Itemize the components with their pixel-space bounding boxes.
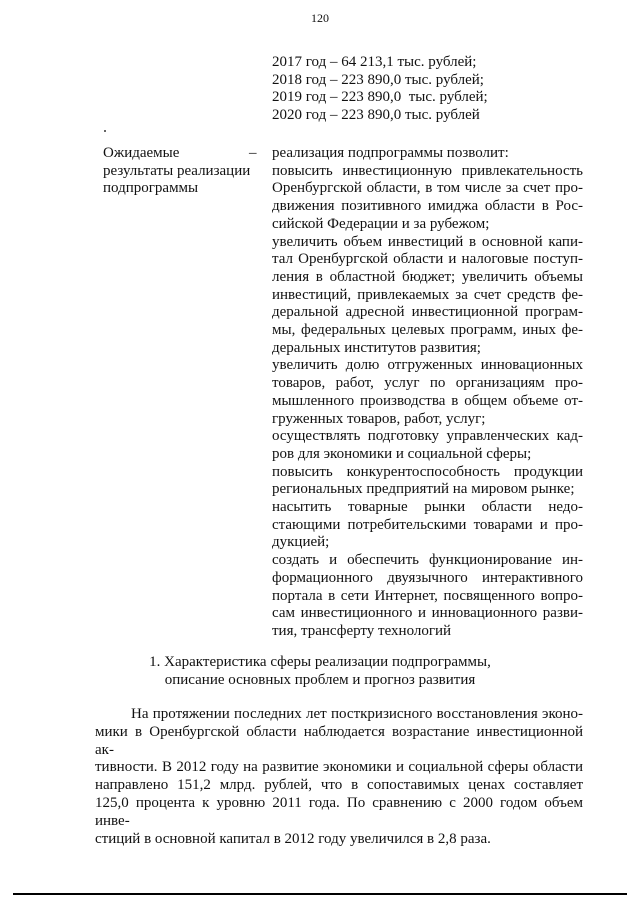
results-line: региональных предприятий на мировом рынке; bbox=[272, 481, 575, 498]
funding-line-2020: 2020 год – 223 890,0 тыс. рублей bbox=[272, 107, 480, 124]
results-line: дукцией; bbox=[272, 534, 330, 551]
results-line: мышленного производства в общем объеме от- bbox=[272, 392, 583, 409]
results-line: деральной адресной инвестиционной програм- bbox=[272, 304, 583, 321]
results-line: тия, трансферту технологий bbox=[272, 622, 452, 639]
results-line: ров для экономики и социальной сферы; bbox=[272, 445, 532, 462]
results-line: мы, федеральных целевых программ, иных фе- bbox=[272, 322, 583, 339]
paragraph-line: направлено 151,2 млрд. рублей, что в сопоставимых ценах составляет bbox=[95, 777, 583, 794]
label-line: подпрограммы bbox=[103, 180, 199, 197]
results-line: реализация подпрограммы позволит: bbox=[272, 145, 509, 161]
scan-speck bbox=[104, 130, 106, 132]
results-line: инвестиций, привлекаемых за счет средств фе- bbox=[272, 286, 583, 303]
results-line: товаров, работ, услуг по организациям про- bbox=[272, 375, 583, 392]
expected-results-text bbox=[272, 145, 583, 641]
results-line: формационного двуязычного интерактивного bbox=[272, 569, 583, 586]
results-line: повысить конкурентоспособность продукции bbox=[272, 463, 583, 480]
results-line: повысить инвестиционную привлекательность bbox=[272, 162, 583, 179]
body-paragraph bbox=[95, 706, 583, 848]
results-line: тал Оренбургской области и налоговые поступ- bbox=[272, 251, 583, 268]
results-line: сийской Федерации и за рубежом; bbox=[272, 215, 490, 232]
section-heading-line: описание основных проблем и прогноз развития bbox=[164, 672, 476, 688]
results-line: движения позитивного имиджа области в Рос- bbox=[272, 198, 583, 215]
results-line: ления в областной бюджет; увеличить объемы bbox=[272, 268, 583, 285]
label-dash: – bbox=[249, 145, 257, 161]
results-line: осуществлять подготовку управленческих кад- bbox=[272, 428, 583, 445]
results-line: создать и обеспечить функционирование ин- bbox=[272, 552, 583, 569]
paragraph-line: 125,0 процента к уровню 2011 года. По сравнению с 2000 годом объем инве- bbox=[95, 794, 583, 829]
section-heading bbox=[0, 653, 640, 689]
funding-line-2017: 2017 год – 64 213,1 тыс. рублей; bbox=[272, 54, 477, 70]
results-line: увеличить объем инвестиций в основной капи- bbox=[272, 233, 583, 250]
page-bottom-rule bbox=[13, 893, 627, 895]
results-line: насытить товарные рынки области недо- bbox=[272, 499, 583, 516]
section-heading-line: 1. Характеристика сферы реализации подпрограммы, bbox=[149, 654, 491, 670]
paragraph-line: стиций в основной капитал в 2012 году увеличился в 2,8 раза. bbox=[95, 830, 491, 847]
page-number: 120 bbox=[311, 11, 329, 25]
results-line: деральных институтов развития; bbox=[272, 339, 481, 356]
results-line: груженных товаров, работ, услуг; bbox=[272, 410, 486, 427]
label-line: Ожидаемые bbox=[103, 145, 180, 161]
funding-line-2019: 2019 год – 223 890,0 тыс. рублей; bbox=[272, 89, 488, 106]
results-line: стающими потребительскими товарами и про- bbox=[272, 516, 583, 533]
funding-by-year-list bbox=[272, 54, 488, 125]
paragraph-line: мики в Оренбургской области наблюдается возрастание инвестиционной ак- bbox=[95, 723, 583, 758]
results-line: увеличить долю отгруженных инновационных bbox=[272, 357, 583, 374]
results-line: портала в сети Интернет, посвященного вопро- bbox=[272, 587, 583, 604]
funding-line-2018: 2018 год – 223 890,0 тыс. рублей; bbox=[272, 71, 484, 88]
results-line: сам инвестиционного и инновационного разви- bbox=[272, 605, 583, 622]
expected-results-label bbox=[103, 145, 253, 198]
paragraph-line: тивности. В 2012 году на развитие экономики и социальной сферы области bbox=[95, 759, 583, 776]
label-line: результаты реализации bbox=[103, 162, 251, 179]
results-line: Оренбургской области, в том числе за счет про- bbox=[272, 180, 583, 197]
paragraph-line: На протяжении последних лет посткризисного восстановления эконо- bbox=[131, 706, 583, 722]
